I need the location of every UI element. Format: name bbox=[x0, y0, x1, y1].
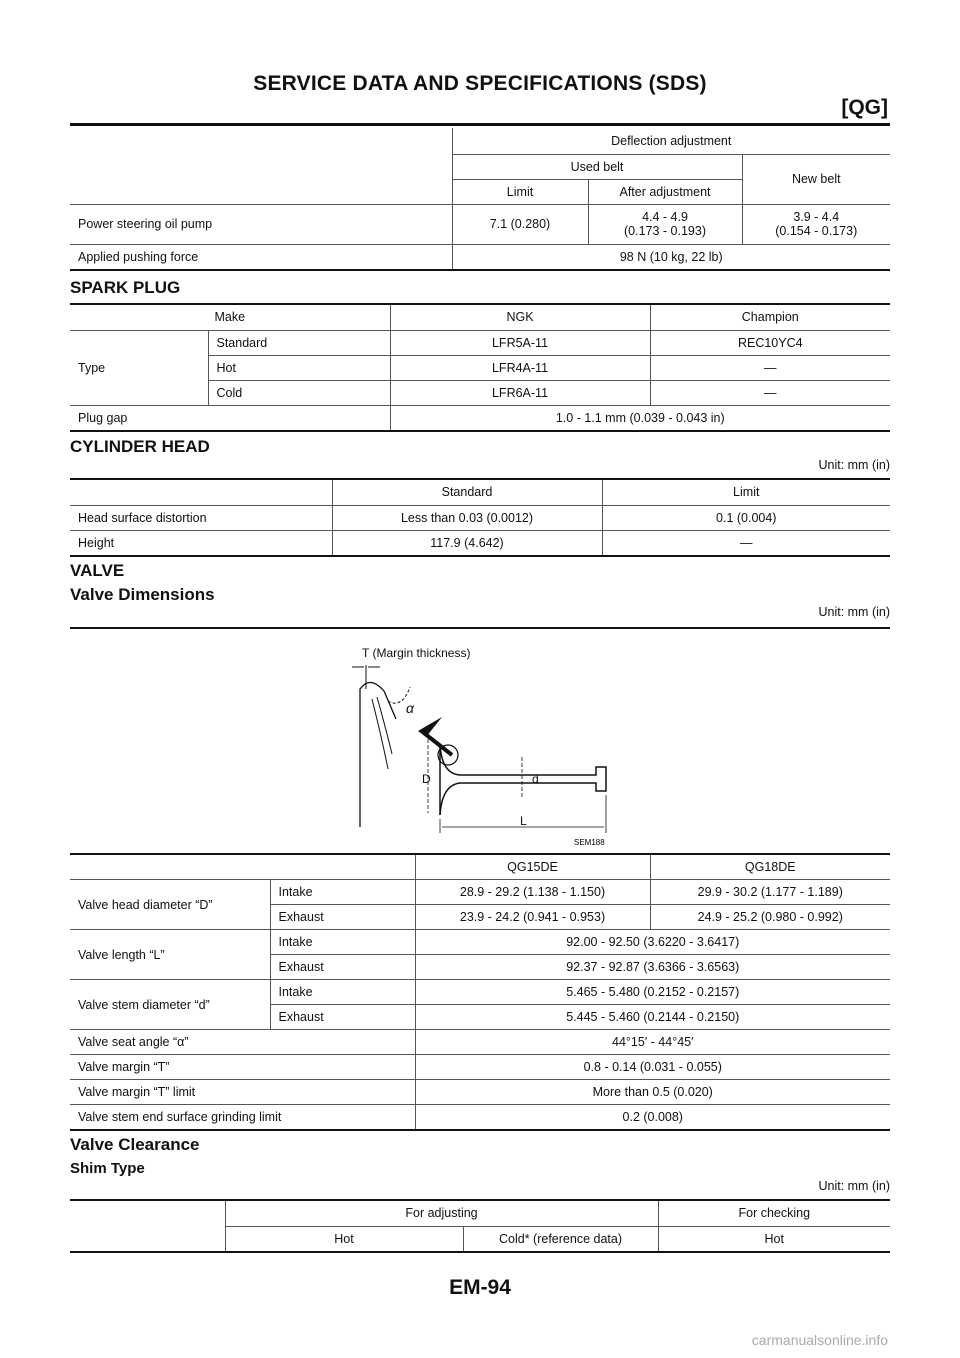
valve-dimensions-diagram bbox=[70, 629, 890, 855]
for-checking-header: For checking bbox=[658, 1200, 890, 1226]
plug-gap-label: Plug gap bbox=[70, 405, 390, 431]
qg15de-header: QG15DE bbox=[415, 854, 650, 880]
margin-thickness-label: T (Margin thickness) bbox=[362, 646, 471, 660]
cylinder-head-table bbox=[70, 478, 890, 557]
standard-value: Less than 0.03 (0.0012) bbox=[332, 505, 602, 530]
plug-kind: Cold bbox=[208, 380, 390, 405]
valve-dimensions-table bbox=[70, 853, 890, 1131]
exhaust-label: Exhaust bbox=[270, 1005, 415, 1030]
row-label: Valve seat angle “α” bbox=[70, 1030, 415, 1055]
unit-note: Unit: mm (in) bbox=[818, 605, 890, 619]
unit-note: Unit: mm (in) bbox=[818, 1179, 890, 1193]
limit-header: Limit bbox=[602, 479, 890, 505]
limit-value: 7.1 (0.280) bbox=[452, 204, 588, 244]
d-small-label: d bbox=[532, 772, 539, 786]
champion-value: — bbox=[650, 355, 890, 380]
value: 92.37 - 92.87 (3.6366 - 3.6563) bbox=[415, 955, 890, 980]
row-label: Valve length “L” bbox=[70, 930, 270, 980]
after-adjustment-header: After adjustment bbox=[588, 179, 742, 204]
hot-header: Hot bbox=[658, 1226, 890, 1252]
value: 23.9 - 24.2 (0.941 - 0.953) bbox=[415, 905, 650, 930]
valve-clearance-table bbox=[70, 1199, 890, 1253]
watermark: carmanualsonline.info bbox=[751, 1332, 888, 1348]
intake-label: Intake bbox=[270, 880, 415, 905]
unit-note: Unit: mm (in) bbox=[818, 458, 890, 472]
row-label: Valve stem end surface grinding limit bbox=[70, 1105, 415, 1131]
row-label: Height bbox=[70, 530, 332, 556]
value: 5.445 - 5.460 (0.2144 - 0.2150) bbox=[415, 1005, 890, 1030]
plug-kind: Standard bbox=[208, 330, 390, 355]
blank-cell bbox=[70, 1200, 225, 1252]
hot-header: Hot bbox=[225, 1226, 463, 1252]
limit-value: 0.1 (0.004) bbox=[602, 505, 890, 530]
ngk-value: LFR6A-11 bbox=[390, 380, 650, 405]
spark-plug-table bbox=[70, 303, 890, 432]
belt-deflection-table bbox=[70, 128, 890, 271]
new-value: 3.9 - 4.4 (0.154 - 0.173) bbox=[742, 204, 890, 244]
row-label: Head surface distortion bbox=[70, 505, 332, 530]
plug-kind: Hot bbox=[208, 355, 390, 380]
valve-clearance-heading: Valve Clearance bbox=[70, 1135, 200, 1154]
limit-value: — bbox=[602, 530, 890, 556]
value: 5.465 - 5.480 (0.2152 - 0.2157) bbox=[415, 980, 890, 1005]
row-label: Valve margin “T” bbox=[70, 1055, 415, 1080]
intake-label: Intake bbox=[270, 930, 415, 955]
row-label: Applied pushing force bbox=[70, 244, 452, 270]
new-belt-header: New belt bbox=[742, 154, 890, 204]
figure-tag: SEM188 bbox=[574, 838, 605, 847]
section-code: [QG] bbox=[841, 96, 888, 119]
header-rule bbox=[70, 123, 890, 126]
limit-header: Limit bbox=[452, 179, 588, 204]
exhaust-label: Exhaust bbox=[270, 955, 415, 980]
ngk-value: LFR5A-11 bbox=[390, 330, 650, 355]
standard-value: 117.9 (4.642) bbox=[332, 530, 602, 556]
row-label: Valve stem diameter “d” bbox=[70, 980, 270, 1030]
row-label: Valve margin “T” limit bbox=[70, 1080, 415, 1105]
after-value: 4.4 - 4.9 (0.173 - 0.193) bbox=[588, 204, 742, 244]
standard-header: Standard bbox=[332, 479, 602, 505]
value: More than 0.5 (0.020) bbox=[415, 1080, 890, 1105]
d-big-label: D bbox=[422, 772, 431, 786]
champion-value: REC10YC4 bbox=[650, 330, 890, 355]
value: 0.8 - 0.14 (0.031 - 0.055) bbox=[415, 1055, 890, 1080]
value: 29.9 - 30.2 (1.177 - 1.189) bbox=[650, 880, 890, 905]
cold-header: Cold* (reference data) bbox=[463, 1226, 658, 1252]
l-label: L bbox=[520, 814, 527, 828]
page-number: EM-94 bbox=[449, 1276, 511, 1299]
cylinder-head-heading: CYLINDER HEAD bbox=[70, 437, 210, 456]
champion-value: — bbox=[650, 380, 890, 405]
for-adjusting-header: For adjusting bbox=[225, 1200, 658, 1226]
row-label: Power steering oil pump bbox=[70, 204, 452, 244]
champion-header: Champion bbox=[650, 304, 890, 330]
qg18de-header: QG18DE bbox=[650, 854, 890, 880]
value: 28.9 - 29.2 (1.138 - 1.150) bbox=[415, 880, 650, 905]
value: 24.9 - 25.2 (0.980 - 0.992) bbox=[650, 905, 890, 930]
pushing-force-value: 98 N (10 kg, 22 lb) bbox=[452, 244, 890, 270]
shim-type-heading: Shim Type bbox=[70, 1160, 145, 1177]
type-label: Type bbox=[70, 330, 208, 405]
used-belt-header: Used belt bbox=[452, 154, 742, 179]
valve-dimensions-heading: Valve Dimensions bbox=[70, 585, 215, 604]
plug-gap-value: 1.0 - 1.1 mm (0.039 - 0.043 in) bbox=[390, 405, 890, 431]
blank-cell bbox=[70, 128, 452, 204]
exhaust-label: Exhaust bbox=[270, 905, 415, 930]
valve-heading: VALVE bbox=[70, 561, 125, 580]
blank-cell bbox=[70, 854, 415, 880]
value: 92.00 - 92.50 (3.6220 - 3.6417) bbox=[415, 930, 890, 955]
ngk-header: NGK bbox=[390, 304, 650, 330]
blank-cell bbox=[70, 479, 332, 505]
deflection-header: Deflection adjustment bbox=[452, 128, 890, 154]
value: 0.2 (0.008) bbox=[415, 1105, 890, 1131]
ngk-value: LFR4A-11 bbox=[390, 355, 650, 380]
value: 44°15′ - 44°45′ bbox=[415, 1030, 890, 1055]
spark-plug-heading: SPARK PLUG bbox=[70, 278, 181, 297]
valve-figure-box bbox=[70, 627, 890, 855]
intake-label: Intake bbox=[270, 980, 415, 1005]
make-header: Make bbox=[70, 304, 390, 330]
page-title: SERVICE DATA AND SPECIFICATIONS (SDS) bbox=[253, 72, 707, 95]
alpha-label: α bbox=[406, 700, 414, 716]
row-label: Valve head diameter “D” bbox=[70, 880, 270, 930]
